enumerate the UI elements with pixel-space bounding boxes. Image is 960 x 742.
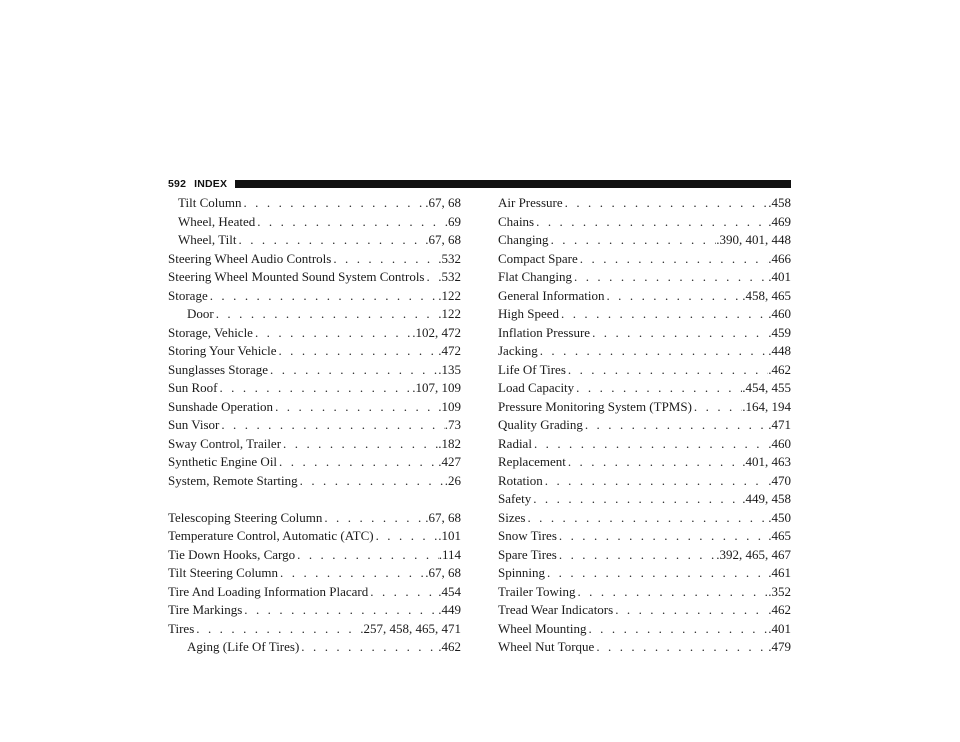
entry-label: Quality Grading <box>498 417 583 432</box>
dot-leader <box>590 324 768 343</box>
entry-label: Storage <box>168 287 208 303</box>
entry-pages: .449, 458 <box>742 491 791 506</box>
dot-leader <box>219 416 444 435</box>
index-entry <box>498 564 791 583</box>
entry-label: Replacement <box>498 454 566 469</box>
entry-pages: .460 <box>768 306 791 321</box>
entry-pages: .471 <box>768 417 791 432</box>
index-entry <box>498 490 791 509</box>
dot-leader <box>241 194 425 213</box>
dot-leader <box>368 583 438 602</box>
index-entry <box>498 453 791 472</box>
entry-pages: .460 <box>768 435 791 451</box>
entry-pages: .122 <box>438 306 461 321</box>
header-rule <box>235 180 791 188</box>
dot-leader <box>214 305 439 324</box>
entry-label: Flat Changing <box>498 269 573 284</box>
index-entry <box>168 213 461 232</box>
entry-label: Pressure Monitoring System (TPMS) <box>498 398 692 414</box>
dot-leader <box>586 620 768 639</box>
entry-pages: .67, 68 <box>425 565 461 580</box>
dot-leader <box>692 398 742 417</box>
index-column-left <box>168 194 461 657</box>
entry-pages: .458 <box>768 195 791 210</box>
entry-label: Wheel, Heated <box>178 213 256 229</box>
dot-leader <box>574 379 742 398</box>
index-entry <box>498 601 791 620</box>
entry-label: Temperature Control, Automatic (ATC) <box>168 528 374 543</box>
index-entry <box>498 472 791 491</box>
entry-pages: .26 <box>444 472 461 488</box>
entry-pages: .352 <box>768 583 791 599</box>
entry-pages: .462 <box>438 639 461 654</box>
entry-pages: .462 <box>768 602 791 617</box>
entry-pages: .67, 68 <box>425 232 461 247</box>
entry-pages: .135 <box>438 361 461 377</box>
entry-pages: .454, 455 <box>742 380 791 395</box>
index-entry <box>498 342 791 361</box>
entry-pages: .458, 465 <box>742 287 791 303</box>
entry-pages: .114 <box>438 546 461 562</box>
entry-pages: .454 <box>438 583 461 599</box>
entry-pages: .469 <box>768 213 791 229</box>
entry-pages: .122 <box>438 287 461 303</box>
entry-pages: .448 <box>768 343 791 358</box>
index-entry <box>498 620 791 639</box>
entry-label: Tire And Loading Information Placard <box>168 583 369 599</box>
index-entry <box>168 546 461 565</box>
index-entry <box>498 268 791 287</box>
dot-leader <box>322 509 425 528</box>
dot-leader <box>545 564 768 583</box>
index-entry <box>168 472 461 491</box>
entry-pages: .401 <box>768 620 791 636</box>
entry-pages: .73 <box>444 417 461 432</box>
entry-pages: .465 <box>768 528 791 543</box>
index-entry <box>168 509 461 528</box>
dot-leader <box>575 583 768 602</box>
entry-pages: .67, 68 <box>425 195 461 210</box>
entry-pages: .466 <box>768 250 791 266</box>
dot-leader <box>268 361 438 380</box>
entry-pages: .459 <box>768 324 791 340</box>
entry-label: Tread Wear Indicators <box>498 602 614 617</box>
index-entry <box>498 527 791 546</box>
index-entry <box>498 324 791 343</box>
dot-leader <box>578 250 768 269</box>
dot-leader <box>532 435 768 454</box>
dot-leader <box>559 305 768 324</box>
dot-leader <box>194 620 360 639</box>
dot-leader <box>295 546 439 565</box>
entry-label: Wheel, Tilt <box>178 232 237 247</box>
entry-label: Rotation <box>498 472 543 488</box>
index-entry <box>168 583 461 602</box>
dot-leader <box>237 231 426 250</box>
entry-label: Changing <box>498 232 549 247</box>
index-entry <box>498 250 791 269</box>
entry-pages: .461 <box>768 565 791 580</box>
entry-label: Sunglasses Storage <box>168 361 269 377</box>
entry-pages: .470 <box>768 472 791 488</box>
dot-leader <box>242 601 438 620</box>
index-entry <box>168 620 461 639</box>
dot-leader <box>566 361 768 380</box>
entry-label: System, Remote Starting <box>168 472 298 488</box>
entry-label: Load Capacity <box>498 380 575 395</box>
entry-pages: .102, 472 <box>412 324 461 340</box>
dot-leader <box>276 342 438 361</box>
dot-leader <box>277 453 438 472</box>
index-entry <box>168 231 461 250</box>
dot-leader <box>281 435 438 454</box>
dot-leader <box>604 287 742 306</box>
entry-label: Sunshade Operation <box>168 398 274 414</box>
dot-leader <box>557 546 716 565</box>
dot-leader <box>298 472 445 491</box>
entry-label: Tilt Column <box>178 195 242 210</box>
entry-label: Storing Your Vehicle <box>168 343 277 358</box>
entry-label: Trailer Towing <box>498 583 576 599</box>
entry-label: Tilt Steering Column <box>168 565 279 580</box>
dot-leader <box>299 638 438 657</box>
entry-pages: .472 <box>438 343 461 358</box>
index-entry <box>168 268 461 287</box>
entry-label: Steering Wheel Audio Controls <box>168 250 332 266</box>
dot-leader <box>425 268 439 287</box>
dot-leader <box>208 287 439 306</box>
dot-leader <box>255 213 445 232</box>
index-entry <box>168 638 461 657</box>
entry-label: High Speed <box>498 306 560 321</box>
entry-label: Sun Visor <box>168 417 220 432</box>
entry-pages: .427 <box>438 454 461 469</box>
section-title: INDEX <box>194 178 228 190</box>
dot-leader <box>543 472 768 491</box>
dot-leader <box>594 638 768 657</box>
index-entry <box>498 379 791 398</box>
index-entry <box>498 583 791 602</box>
dot-leader <box>531 490 742 509</box>
entry-label: Tires <box>168 620 195 636</box>
entry-pages: .69 <box>444 213 461 229</box>
entry-pages: .392, 465, 467 <box>716 546 791 562</box>
entry-pages: .257, 458, 465, 471 <box>360 620 461 636</box>
index-entry <box>498 435 791 454</box>
entry-label: Tire Markings <box>168 602 243 617</box>
entry-label: Chains <box>498 213 535 229</box>
dot-leader <box>563 194 769 213</box>
entry-label: Safety <box>498 491 532 506</box>
entry-pages: .164, 194 <box>742 398 791 414</box>
index-entry <box>168 564 461 583</box>
index-entry <box>168 342 461 361</box>
dot-leader <box>534 213 768 232</box>
index-entry <box>498 546 791 565</box>
entry-pages: .479 <box>768 639 791 654</box>
dot-leader <box>217 379 412 398</box>
index-entry <box>168 194 461 213</box>
index-entry <box>498 416 791 435</box>
entry-pages: .450 <box>768 509 791 525</box>
entry-label: Sizes <box>498 509 526 525</box>
dot-leader <box>331 250 438 269</box>
index-entry <box>168 379 461 398</box>
dot-leader <box>557 527 768 546</box>
dot-leader <box>613 601 768 620</box>
entry-pages: .390, 401, 448 <box>716 232 791 247</box>
entry-label: Radial <box>498 435 532 451</box>
index-entry <box>168 435 461 454</box>
index-entry <box>498 231 791 250</box>
dot-leader <box>566 453 742 472</box>
page-header <box>168 177 791 191</box>
index-entry <box>168 453 461 472</box>
entry-pages: .401, 463 <box>742 454 791 469</box>
index-entry <box>498 361 791 380</box>
entry-pages: .449 <box>438 602 461 617</box>
index-entry <box>498 213 791 232</box>
index-entry <box>498 194 791 213</box>
entry-label: Aging (Life Of Tires) <box>187 639 300 654</box>
index-entry <box>168 361 461 380</box>
index-entry <box>498 287 791 306</box>
dot-leader <box>253 324 412 343</box>
dot-leader <box>525 509 768 528</box>
entry-label: Spinning <box>498 565 545 580</box>
entry-pages: .67, 68 <box>425 509 461 525</box>
index-entry <box>168 601 461 620</box>
entry-label: Wheel Mounting <box>498 620 587 636</box>
entry-label: Compact Spare <box>498 250 578 266</box>
index-entry <box>498 509 791 528</box>
entry-pages: .107, 109 <box>412 380 461 395</box>
index-entry <box>168 250 461 269</box>
dot-leader <box>538 342 769 361</box>
entry-pages: .401 <box>768 269 791 284</box>
entry-pages: .532 <box>438 269 461 284</box>
dot-leader <box>278 564 425 583</box>
entry-label: Steering Wheel Mounted Sound System Controls <box>168 269 425 284</box>
dot-leader <box>374 527 439 546</box>
entry-label: Tie Down Hooks, Cargo <box>168 546 296 562</box>
entry-label: Sun Roof <box>168 380 218 395</box>
entry-pages: .109 <box>438 398 461 414</box>
index-entry <box>498 638 791 657</box>
index-entry <box>498 398 791 417</box>
index-entry <box>168 305 461 324</box>
entry-label: Door <box>187 306 214 321</box>
index-entry <box>168 398 461 417</box>
index-entry <box>168 416 461 435</box>
index-entry <box>498 305 791 324</box>
dot-leader <box>549 231 717 250</box>
entry-label: Storage, Vehicle <box>168 324 253 340</box>
entry-label: Life Of Tires <box>498 361 566 377</box>
entry-label: Wheel Nut Torque <box>498 639 595 654</box>
group-spacer <box>168 490 461 509</box>
entry-label: Jacking <box>498 343 538 358</box>
entry-label: Telescoping Steering Column <box>168 509 323 525</box>
page-number: 592 <box>168 178 187 190</box>
index-column-right <box>498 194 791 657</box>
entry-label: Spare Tires <box>498 546 557 562</box>
entry-label: Air Pressure <box>498 195 563 210</box>
entry-label: General Information <box>498 287 605 303</box>
entry-label: Inflation Pressure <box>498 324 591 340</box>
dot-leader <box>273 398 438 417</box>
index-entry <box>168 527 461 546</box>
entry-pages: .101 <box>438 528 461 543</box>
index-entry <box>168 324 461 343</box>
entry-label: Snow Tires <box>498 528 557 543</box>
entry-label: Sway Control, Trailer <box>168 435 282 451</box>
index-entry <box>168 287 461 306</box>
entry-pages: .532 <box>438 250 461 266</box>
entry-label: Synthetic Engine Oil <box>168 454 278 469</box>
dot-leader <box>583 416 768 435</box>
entry-pages: .182 <box>438 435 461 451</box>
entry-pages: .462 <box>768 361 791 377</box>
dot-leader <box>572 268 768 287</box>
